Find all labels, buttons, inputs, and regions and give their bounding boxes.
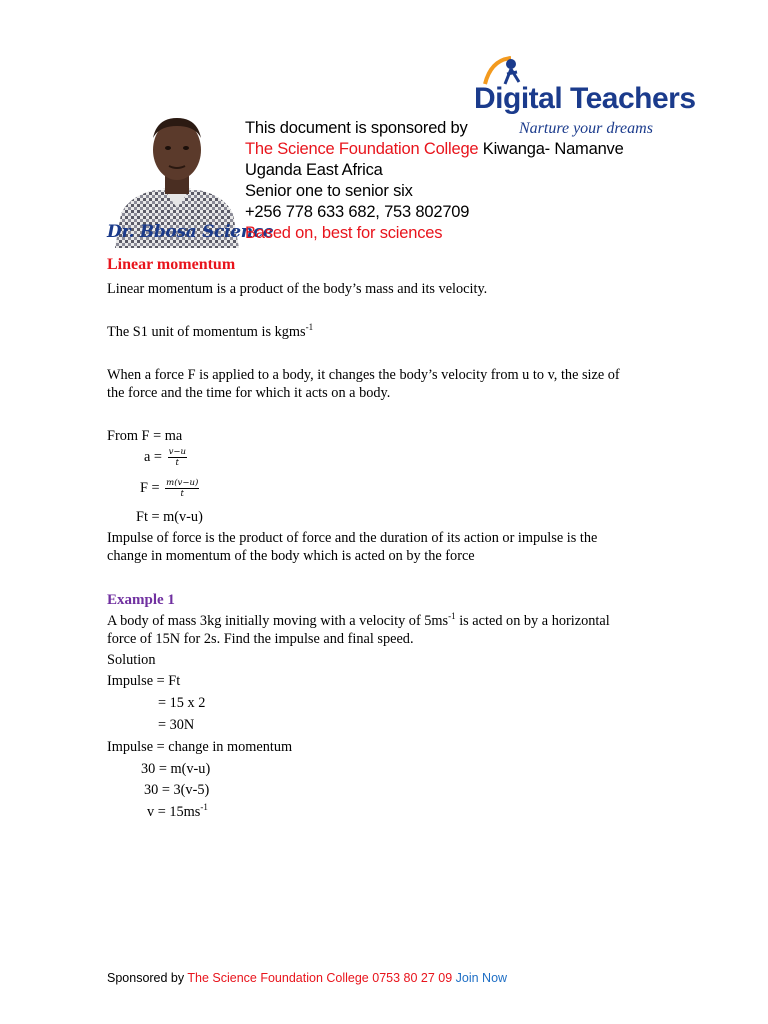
solution-step: = 30N (158, 717, 195, 733)
definition-text: Linear momentum is a product of the body’s mass and its velocity. (107, 281, 488, 297)
example-title: Example 1 (107, 592, 175, 608)
paragraph-line: the force and the time for which it acts on a body. (107, 385, 391, 401)
example-text: A body of mass 3kg initially moving with a velocity of 5ms (107, 613, 449, 629)
solution-label: Solution (107, 652, 156, 668)
unit-text (107, 323, 313, 341)
fraction-denominator: t (180, 489, 184, 499)
solution-step: 30 = m(v-u) (141, 761, 211, 777)
solution-step: = 15 x 2 (158, 695, 206, 711)
equation-a (144, 447, 187, 468)
solution-step-text: v = 15ms (147, 804, 201, 820)
paragraph-line: Impulse of force is the product of force and the duration of its action or impulse is the (107, 530, 598, 546)
superscript: -1 (448, 611, 456, 622)
fraction-denominator: t (175, 458, 179, 468)
unit-superscript: -1 (305, 322, 314, 333)
sponsor-motto: Based on, best for sciences (245, 224, 443, 242)
page-footer (107, 971, 507, 985)
fraction-numerator: v−u (168, 447, 186, 457)
example-text: is acted on by a horizontal (455, 613, 610, 629)
solution-step: Impulse = change in momentum (107, 739, 293, 755)
sponsor-banner (107, 52, 696, 250)
paragraph-line: When a force F is applied to a body, it changes the body’s velocity from u to v, the size of (107, 367, 620, 383)
equation-lhs: F = (140, 479, 164, 496)
college-name: The Science Foundation College (245, 140, 479, 158)
fraction (168, 447, 187, 468)
logo-tagline: Narture your dreams (519, 120, 653, 137)
fraction (165, 478, 199, 499)
equation-lhs: a = (144, 448, 166, 465)
footer-sponsored: Sponsored by (107, 971, 188, 985)
footer-phone: 0753 80 27 09 (368, 971, 456, 985)
example-line: force of 15N for 2s. Find the impulse and final speed. (107, 631, 414, 647)
footer-college: The Science Foundation College (187, 971, 369, 985)
join-now-link[interactable]: Join Now (455, 971, 508, 985)
sponsor-line: Senior one to senior six (245, 182, 413, 200)
equation-f (140, 478, 199, 499)
section-title: Linear momentum (107, 256, 236, 273)
college-location: Kiwanga- Namanve (478, 140, 624, 158)
solution-step: 30 = 3(v-5) (144, 782, 210, 798)
paragraph-line: change in momentum of the body which is acted on by the force (107, 548, 475, 564)
solution-step: Impulse = Ft (107, 673, 181, 689)
superscript: -1 (200, 802, 208, 813)
example-line (107, 612, 610, 630)
sponsor-line: This document is sponsored by (245, 119, 468, 137)
sponsor-line: Uganda East Africa (245, 161, 383, 179)
unit-text-body: The S1 unit of momentum is kgms (107, 324, 306, 340)
equation-line: From F = ma (107, 428, 183, 444)
sponsor-phone: +256 778 633 682, 753 802709 (245, 203, 470, 221)
equation-line: Ft = m(v-u) (136, 509, 203, 525)
solution-step (147, 803, 208, 821)
fraction-numerator: m(v−u) (166, 478, 199, 488)
sponsor-line (245, 139, 624, 160)
logo-text: Digital Teachers (474, 82, 696, 115)
signature-text: Dr. Bbosa Science (107, 222, 274, 242)
